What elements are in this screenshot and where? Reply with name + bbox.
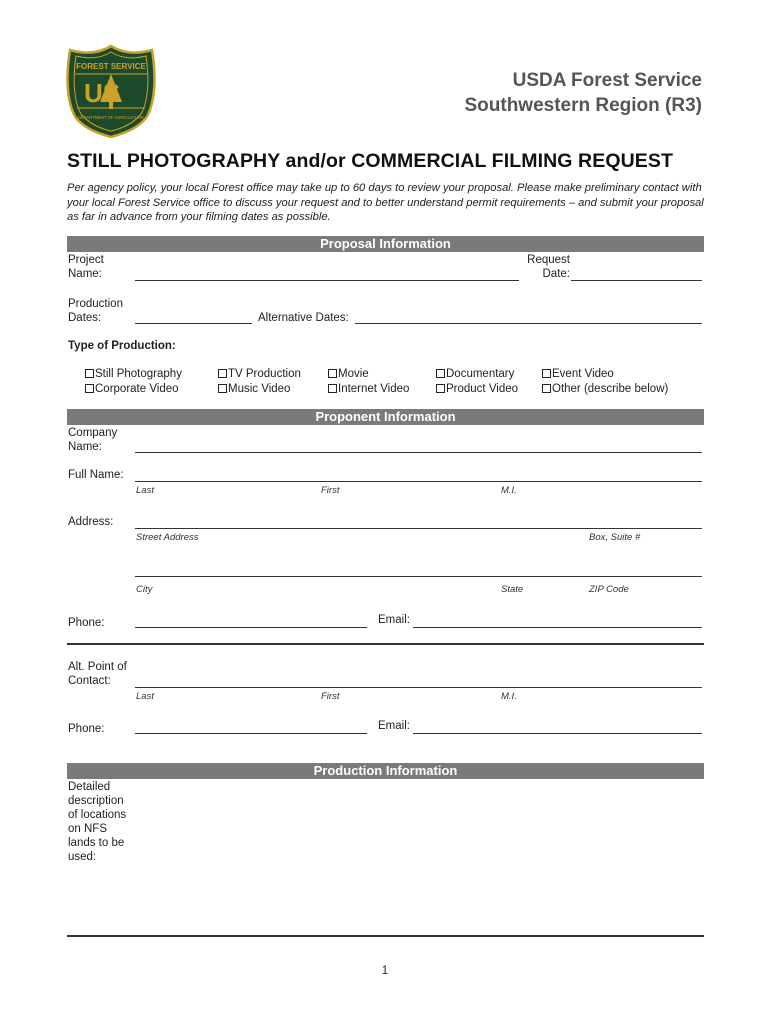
logo-top-text: FOREST SERVICE <box>76 62 146 71</box>
checkbox-icon[interactable] <box>542 384 551 393</box>
description-bottom-rule <box>67 935 704 937</box>
middle-initial-hint: M.I. <box>501 485 517 496</box>
zip-code-hint: ZIP Code <box>589 584 629 595</box>
checkbox-icon[interactable] <box>85 369 94 378</box>
phone-field[interactable] <box>135 627 367 628</box>
alt-email-label: Email: <box>378 720 410 732</box>
alternative-dates-label: Alternative Dates: <box>258 312 349 324</box>
city-state-zip-field[interactable] <box>135 576 702 577</box>
type-documentary[interactable]: Documentary <box>436 367 514 381</box>
address-label: Address: <box>68 516 114 528</box>
form-title: STILL PHOTOGRAPHY and/or COMMERCIAL FILMING REQUEST <box>67 150 674 172</box>
intro-paragraph: Per agency policy, your local Forest office may take up to 60 days to review your proposal. Please make preliminary contact with your local Forest Service office to discuss your request and to better understand permit requirements – and submit your proposal as far in advance from your filming dates as possible. <box>67 182 704 223</box>
alt-last-name-hint: Last <box>136 691 154 702</box>
full-name-field[interactable] <box>135 481 702 482</box>
org-name-line2: Southwestern Region (R3) <box>464 95 702 116</box>
logo-bottom-text: DEPARTMENT OF AGRICULTURE <box>78 115 144 120</box>
type-tv-production[interactable]: TV Production <box>218 367 301 381</box>
org-name-line1: USDA Forest Service <box>512 70 702 91</box>
phone-label: Phone: <box>68 617 105 629</box>
alternative-dates-field[interactable] <box>355 323 702 324</box>
page-number: 1 <box>381 965 389 977</box>
checkbox-icon[interactable] <box>436 384 445 393</box>
logo-us-letters: US <box>84 78 121 108</box>
email-label: Email: <box>378 614 410 626</box>
type-music-video[interactable]: Music Video <box>218 382 290 396</box>
checkbox-icon[interactable] <box>218 369 227 378</box>
proponent-section-header: Proponent Information <box>67 409 704 425</box>
alt-first-name-hint: First <box>321 691 340 702</box>
type-product-video[interactable]: Product Video <box>436 382 518 396</box>
type-event-video[interactable]: Event Video <box>542 367 614 381</box>
alt-email-field[interactable] <box>413 733 702 734</box>
state-hint: State <box>501 584 524 595</box>
checkbox-icon[interactable] <box>85 384 94 393</box>
type-other[interactable]: Other (describe below) <box>542 382 668 396</box>
box-suite-hint: Box, Suite # <box>589 532 641 543</box>
last-name-hint: Last <box>136 485 154 496</box>
checkbox-icon[interactable] <box>218 384 227 393</box>
production-dates-label: Production Dates: <box>68 298 123 324</box>
alt-middle-initial-hint: M.I. <box>501 691 517 702</box>
alt-phone-field[interactable] <box>135 733 367 734</box>
checkbox-icon[interactable] <box>542 369 551 378</box>
company-name-label: Company Name: <box>68 427 118 453</box>
company-name-field[interactable] <box>135 452 702 453</box>
street-address-field[interactable] <box>135 528 702 529</box>
proposal-section-header: Proposal Information <box>67 236 704 252</box>
alt-phone-label: Phone: <box>68 723 105 735</box>
email-field[interactable] <box>413 627 702 628</box>
type-of-production-label: Type of Production: <box>68 340 176 352</box>
checkbox-icon[interactable] <box>328 369 337 378</box>
street-address-hint: Street Address <box>136 532 199 543</box>
type-movie[interactable]: Movie <box>328 367 369 381</box>
type-still-photography[interactable]: Still Photography <box>85 367 182 381</box>
checkbox-icon[interactable] <box>328 384 337 393</box>
project-name-label: Project Name: <box>68 254 104 280</box>
location-description-field[interactable] <box>135 782 702 934</box>
section-divider <box>67 643 704 645</box>
request-date-label: Request Date: <box>527 254 570 280</box>
city-hint: City <box>136 584 153 595</box>
production-dates-field[interactable] <box>135 323 252 324</box>
type-internet-video[interactable]: Internet Video <box>328 382 409 396</box>
production-section-header: Production Information <box>67 763 704 779</box>
location-description-label: Detailed description of locations on NFS lands to be used: <box>68 781 127 863</box>
type-corporate-video[interactable]: Corporate Video <box>85 382 179 396</box>
first-name-hint: First <box>321 485 340 496</box>
full-name-label: Full Name: <box>68 469 124 481</box>
request-date-field[interactable] <box>571 280 702 281</box>
alt-contact-name-field[interactable] <box>135 687 702 688</box>
checkbox-icon[interactable] <box>436 369 445 378</box>
project-name-field[interactable] <box>135 280 519 281</box>
usfs-shield-logo <box>66 44 156 138</box>
alt-contact-label: Alt. Point of Contact: <box>68 661 127 687</box>
